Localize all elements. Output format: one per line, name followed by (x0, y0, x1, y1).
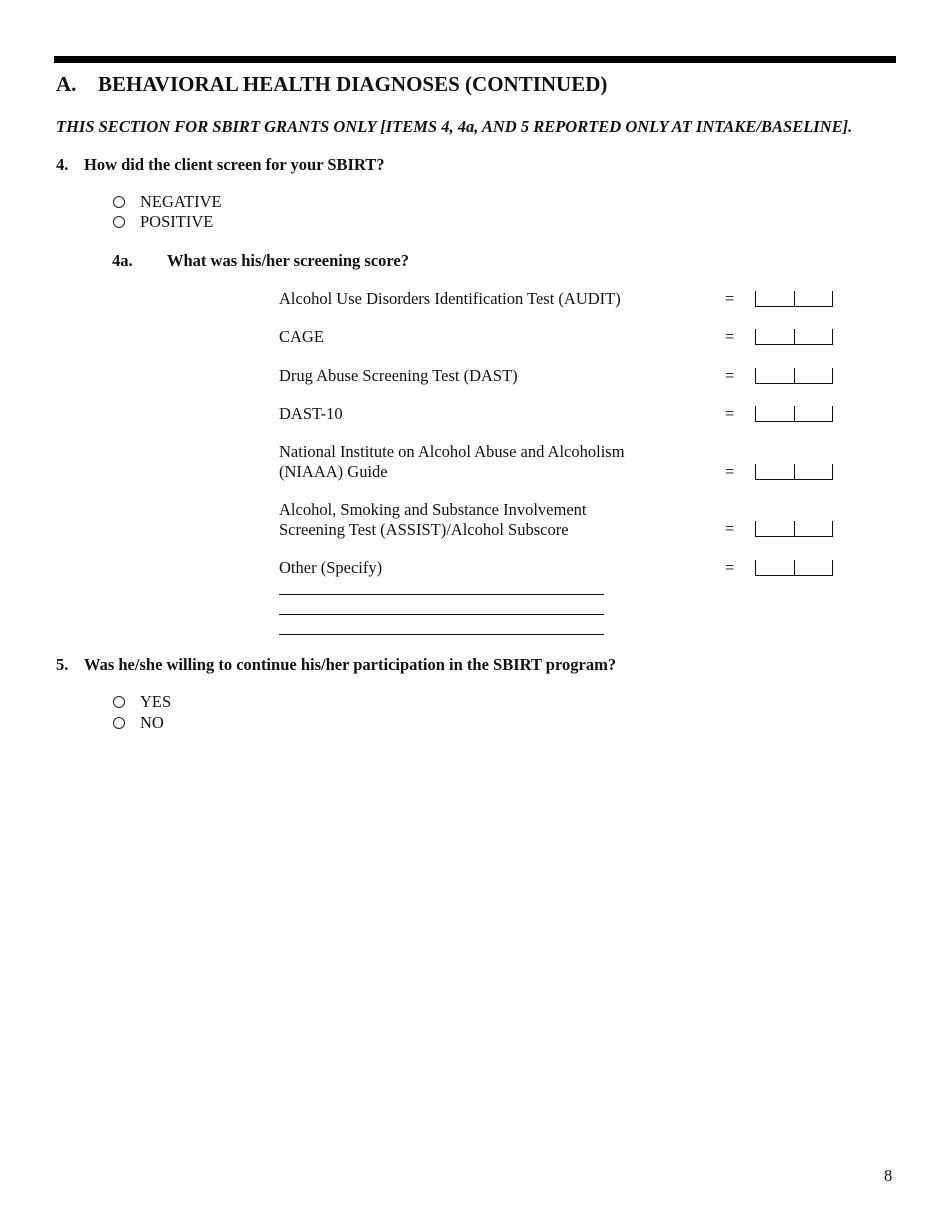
radio-no[interactable] (113, 717, 125, 729)
radio-yes[interactable] (113, 696, 125, 708)
question-5-number: 5. (56, 655, 69, 674)
test-label-line: DAST-10 (279, 404, 343, 423)
test-label-other (279, 558, 679, 578)
test-label-line: Alcohol Use Disorders Identification Test (AUDIT) (279, 289, 621, 308)
score-digit-2[interactable] (794, 560, 833, 575)
test-label-cage (279, 327, 679, 347)
option-no-label: NO (140, 713, 164, 732)
test-label-line: CAGE (279, 327, 324, 346)
score-digit-1[interactable] (756, 464, 794, 479)
option-positive[interactable] (113, 212, 213, 232)
score-digit-1[interactable] (756, 291, 794, 306)
score-digit-2[interactable] (794, 368, 833, 383)
equals-sign: = (725, 404, 735, 423)
test-label-line: Drug Abuse Screening Test (DAST) (279, 366, 518, 385)
score-digit-1[interactable] (756, 406, 794, 421)
section-letter: A. (56, 72, 77, 96)
test-label-audit (279, 289, 679, 309)
equals-sign: = (725, 462, 735, 481)
option-negative-label: NEGATIVE (140, 192, 222, 211)
score-digit-2[interactable] (794, 329, 833, 344)
score-digit-2[interactable] (794, 406, 833, 421)
option-positive-label: POSITIVE (140, 212, 214, 231)
question-5-text: Was he/she willing to continue his/her participation in the SBIRT program? (84, 655, 617, 674)
radio-negative[interactable] (113, 196, 125, 208)
score-input-dast[interactable] (755, 368, 833, 384)
score-digit-2[interactable] (794, 464, 833, 479)
specify-line-2[interactable] (279, 614, 604, 615)
option-negative[interactable] (113, 192, 222, 212)
score-digit-1[interactable] (756, 560, 794, 575)
question-4a-text: What was his/her screening score? (167, 251, 409, 270)
section-top-rule (54, 56, 896, 63)
option-no[interactable] (113, 713, 164, 733)
test-label-dast (279, 366, 679, 386)
score-digit-2[interactable] (794, 521, 833, 536)
test-label-line: Other (Specify) (279, 558, 383, 577)
section-note: THIS SECTION FOR SBIRT GRANTS ONLY [ITEMS 4, 4a, AND 5 REPORTED ONLY AT INTAKE/BASELINE]. (56, 117, 853, 136)
radio-positive[interactable] (113, 216, 125, 228)
question-4-number: 4. (56, 155, 69, 174)
score-digit-1[interactable] (756, 521, 794, 536)
test-label-niaaa (279, 442, 679, 482)
score-input-cage[interactable] (755, 329, 833, 345)
question-4-text: How did the client screen for your SBIRT? (84, 155, 385, 174)
score-digit-2[interactable] (794, 291, 833, 306)
question-4a-number: 4a. (112, 251, 133, 270)
score-input-other[interactable] (755, 560, 833, 576)
test-label-line: Alcohol, Smoking and Substance Involvement (279, 500, 587, 519)
test-label-line: (NIAAA) Guide (279, 462, 388, 481)
equals-sign: = (725, 366, 735, 385)
equals-sign: = (725, 327, 735, 346)
score-input-dast-10[interactable] (755, 406, 833, 422)
specify-line-1[interactable] (279, 594, 604, 595)
test-label-assist (279, 500, 679, 540)
test-label-line: Screening Test (ASSIST)/Alcohol Subscore (279, 520, 569, 539)
score-input-niaaa[interactable] (755, 464, 833, 480)
page-number: 8 (884, 1166, 893, 1185)
score-input-audit[interactable] (755, 291, 833, 307)
section-title: BEHAVIORAL HEALTH DIAGNOSES (CONTINUED) (98, 72, 608, 96)
score-digit-1[interactable] (756, 329, 794, 344)
option-yes[interactable] (113, 692, 171, 712)
score-digit-1[interactable] (756, 368, 794, 383)
specify-line-3[interactable] (279, 634, 604, 635)
equals-sign: = (725, 519, 735, 538)
equals-sign: = (725, 558, 735, 577)
option-yes-label: YES (140, 692, 172, 711)
score-input-assist[interactable] (755, 521, 833, 537)
test-label-line: National Institute on Alcohol Abuse and Alcoholism (279, 442, 625, 461)
test-label-dast-10 (279, 404, 679, 424)
equals-sign: = (725, 289, 735, 308)
